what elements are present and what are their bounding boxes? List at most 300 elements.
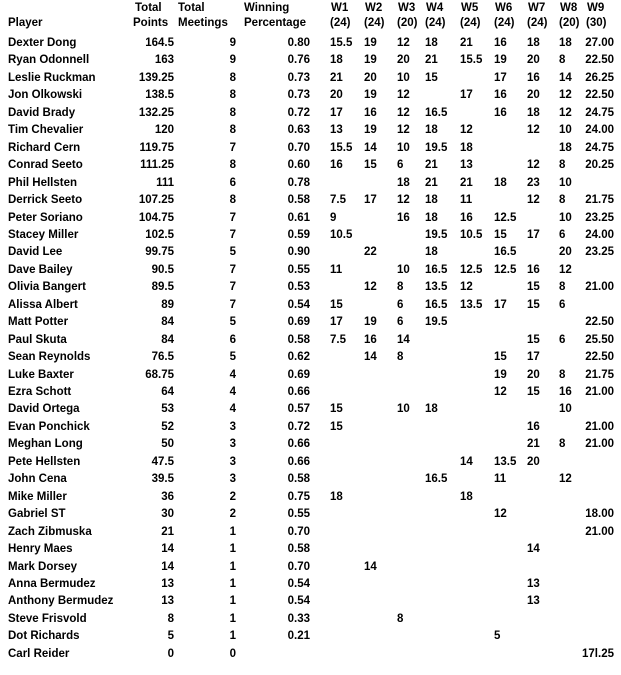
total-meetings: 7 — [229, 228, 236, 241]
week-2-score: 15 — [364, 159, 377, 172]
week-5-score: 18 — [460, 141, 473, 154]
week-1-score: 17 — [330, 106, 343, 119]
total-points: 21 — [161, 525, 174, 538]
total-meetings: 4 — [229, 403, 236, 416]
week-1-score: 21 — [330, 71, 343, 84]
header-week-6-label: W6 — [495, 2, 513, 14]
week-1-score: 15 — [330, 403, 343, 416]
player-name: Anna Bermudez — [8, 577, 96, 590]
total-meetings: 9 — [229, 37, 236, 49]
week-7-score: 13 — [527, 577, 540, 590]
week-6-score: 12 — [494, 508, 507, 521]
winning-percentage: 0.54 — [287, 298, 310, 311]
total-points: 111.25 — [140, 159, 174, 172]
table-row — [0, 436, 621, 454]
week-1-score: 7.5 — [330, 333, 346, 346]
total-meetings: 0 — [229, 647, 236, 660]
week-4-score: 16.5 — [425, 298, 448, 311]
winning-percentage: 0.58 — [287, 543, 310, 556]
week-4-score: 18 — [425, 211, 438, 224]
week-3-score: 10 — [397, 141, 410, 154]
week-7-score: 21 — [527, 438, 540, 451]
week-9-score: 24.75 — [585, 106, 614, 119]
player-name: Anthony Bermudez — [8, 595, 114, 608]
table-row — [0, 471, 621, 489]
week-7-score: 23 — [527, 176, 540, 189]
winning-percentage: 0.76 — [287, 54, 310, 67]
week-2-score: 16 — [364, 106, 377, 119]
week-3-score: 6 — [397, 316, 404, 329]
week-4-score: 16.5 — [425, 263, 448, 276]
week-8-score: 8 — [559, 54, 566, 67]
week-1-score: 16 — [330, 159, 343, 172]
week-9-score: 21.00 — [585, 420, 614, 433]
header-player: Player — [8, 17, 43, 29]
week-9-score: 18.00 — [585, 508, 614, 521]
week-6-score: 19 — [494, 368, 507, 381]
total-points: 99.75 — [145, 246, 174, 259]
player-name: David Ortega — [8, 403, 80, 416]
player-name: Henry Maes — [8, 543, 73, 556]
table-row — [0, 628, 621, 646]
total-points: 30 — [161, 508, 174, 521]
week-1-score: 18 — [330, 490, 343, 503]
table-row — [0, 87, 621, 105]
player-name: Ezra Schott — [8, 386, 72, 398]
week-7-score: 16 — [527, 263, 540, 276]
total-meetings: 7 — [229, 263, 236, 276]
winning-percentage: 0.54 — [287, 577, 310, 590]
winning-percentage: 0.53 — [287, 281, 310, 294]
header-week-9-label: W9 — [587, 2, 605, 14]
week-3-score: 8 — [397, 612, 404, 625]
week-6-score: 17 — [494, 298, 507, 311]
winning-percentage: 0.73 — [287, 71, 310, 84]
week-3-score: 12 — [397, 89, 410, 102]
winning-percentage: 0.61 — [287, 211, 310, 224]
total-points: 0 — [167, 647, 174, 660]
winning-percentage: 0.75 — [287, 490, 310, 503]
week-9-score: 23.25 — [585, 246, 614, 259]
player-name: Meghan Long — [8, 438, 83, 451]
player-name: Derrick Seeto — [8, 194, 83, 207]
week-6-score: 13.5 — [494, 455, 517, 468]
total-meetings: 8 — [229, 106, 236, 119]
total-points: 64 — [161, 386, 174, 398]
total-meetings: 2 — [229, 490, 236, 503]
total-meetings: 8 — [229, 71, 236, 84]
week-2-score: 22 — [364, 246, 377, 259]
week-9-score: 26.25 — [585, 71, 614, 84]
player-name: Zach Zibmuska — [8, 525, 92, 538]
winning-percentage: 0.33 — [287, 612, 310, 625]
player-name: Sean Reynolds — [8, 351, 91, 364]
week-6-score: 16 — [494, 89, 507, 102]
week-8-score: 14 — [559, 71, 572, 84]
week-3-score: 18 — [397, 176, 410, 189]
winning-percentage: 0.66 — [287, 386, 310, 398]
total-meetings: 1 — [229, 577, 236, 590]
week-4-score: 21 — [425, 176, 438, 189]
header-week-2-label: W2 — [365, 2, 383, 14]
header-total-meetings-line1: Total — [178, 2, 205, 14]
week-6-score: 12.5 — [494, 263, 517, 276]
header-week-1-max: (24) — [330, 17, 351, 29]
week-8-score: 12 — [559, 263, 572, 276]
week-1-score: 9 — [330, 211, 337, 224]
week-6-score: 19 — [494, 54, 507, 67]
table-row — [0, 541, 621, 559]
week-7-score: 12 — [527, 124, 540, 137]
week-9-score: 21.00 — [585, 386, 614, 398]
week-9-score: 21.00 — [585, 438, 614, 451]
total-meetings: 1 — [229, 630, 236, 643]
week-7-score: 15 — [527, 281, 540, 294]
week-8-score: 12 — [559, 106, 572, 119]
week-3-score: 8 — [397, 281, 404, 294]
week-8-score: 8 — [559, 159, 566, 172]
total-meetings: 9 — [229, 54, 236, 67]
header-winning-pct-line2: Percentage — [244, 17, 307, 29]
table-row — [0, 314, 621, 332]
week-9-score: 24.00 — [585, 124, 614, 137]
total-points: 5 — [167, 630, 174, 643]
total-points: 102.5 — [145, 228, 174, 241]
week-5-score: 17 — [460, 89, 473, 102]
week-7-score: 17 — [527, 228, 540, 241]
header-total-points-line2: Points — [133, 17, 169, 29]
week-8-score: 6 — [559, 333, 566, 346]
table-row — [0, 105, 621, 123]
week-4-score: 19.5 — [425, 316, 448, 329]
total-points: 89 — [161, 298, 174, 311]
week-9-score: 27.00 — [585, 37, 614, 49]
total-meetings: 8 — [229, 124, 236, 137]
table-row — [0, 454, 621, 472]
week-3-score: 16 — [397, 211, 410, 224]
total-meetings: 7 — [229, 281, 236, 294]
week-5-score: 10.5 — [460, 228, 483, 241]
week-7-score: 18 — [527, 106, 540, 119]
total-points: 104.75 — [138, 211, 174, 224]
player-name: Conrad Seeto — [8, 159, 83, 172]
week-8-score: 10 — [559, 124, 572, 137]
total-points: 39.5 — [151, 473, 174, 486]
header-week-8-label: W8 — [560, 2, 578, 14]
week-4-score: 21 — [425, 54, 438, 67]
total-points: 76.5 — [151, 351, 174, 364]
total-points: 14 — [161, 560, 174, 573]
week-5-score: 11 — [460, 194, 473, 207]
player-name: Matt Potter — [8, 316, 69, 329]
week-4-score: 15 — [425, 71, 438, 84]
week-1-score: 13 — [330, 124, 343, 137]
week-7-score: 16 — [527, 420, 540, 433]
week-7-score: 15 — [527, 333, 540, 346]
week-1-score: 15 — [330, 298, 343, 311]
week-4-score: 19.5 — [425, 228, 448, 241]
week-7-score: 15 — [527, 386, 540, 398]
player-name: Jon Olkowski — [8, 89, 83, 102]
table-row — [0, 244, 621, 262]
week-4-score: 18 — [425, 194, 438, 207]
week-2-score: 17 — [364, 194, 377, 207]
total-meetings: 7 — [229, 141, 236, 154]
week-6-score: 12 — [494, 386, 507, 398]
week-4-score: 18 — [425, 403, 438, 416]
total-meetings: 4 — [229, 368, 236, 381]
player-name: David Lee — [8, 246, 63, 259]
player-name: Mike Miller — [8, 490, 67, 503]
winning-percentage: 0.70 — [287, 525, 310, 538]
table-row — [0, 559, 621, 577]
week-8-score: 6 — [559, 228, 566, 241]
player-name: Alissa Albert — [8, 298, 78, 311]
total-meetings: 3 — [229, 438, 236, 451]
player-name: Olivia Bangert — [8, 281, 86, 294]
week-4-score: 18 — [425, 37, 438, 49]
player-name: Pete Hellsten — [8, 455, 81, 468]
week-8-score: 8 — [559, 368, 566, 381]
week-9-score: 24.75 — [585, 141, 614, 154]
total-points: 53 — [161, 403, 174, 416]
total-meetings: 6 — [229, 333, 236, 346]
total-points: 84 — [161, 333, 174, 346]
table-row — [0, 279, 621, 297]
week-4-score: 18 — [425, 124, 438, 137]
winning-percentage: 0.62 — [287, 351, 310, 364]
total-points: 119.75 — [139, 141, 174, 154]
winning-percentage: 0.72 — [287, 106, 310, 119]
total-meetings: 4 — [229, 386, 236, 398]
winning-percentage: 0.78 — [287, 176, 310, 189]
player-name: Ryan Odonnell — [8, 54, 90, 67]
week-3-score: 14 — [397, 333, 410, 346]
week-9-score: 22.50 — [585, 316, 614, 329]
table-row — [0, 646, 621, 664]
player-name: Phil Hellsten — [8, 176, 78, 189]
header-week-3-max: (20) — [397, 17, 418, 29]
week-9-score: 17l.25 — [582, 647, 614, 660]
week-5-score: 21 — [460, 37, 473, 49]
week-8-score: 8 — [559, 281, 566, 294]
total-points: 139.25 — [138, 71, 174, 84]
week-2-score: 14 — [364, 351, 377, 364]
week-5-score: 16 — [460, 211, 473, 224]
winning-percentage: 0.55 — [287, 508, 310, 521]
player-name: Paul Skuta — [8, 333, 67, 346]
player-name: Dot Richards — [8, 630, 80, 643]
week-7-score: 16 — [527, 71, 540, 84]
winning-percentage: 0.69 — [287, 368, 310, 381]
player-name: Dave Bailey — [8, 263, 73, 276]
week-7-score: 20 — [527, 455, 540, 468]
total-meetings: 3 — [229, 455, 236, 468]
week-6-score: 16 — [494, 106, 507, 119]
header-total-points-line1: Total — [135, 2, 162, 14]
winning-percentage: 0.58 — [287, 194, 310, 207]
week-6-score: 15 — [494, 351, 507, 364]
table-row — [0, 401, 621, 419]
total-meetings: 2 — [229, 508, 236, 521]
week-2-score: 16 — [364, 333, 377, 346]
winning-percentage: 0.69 — [287, 316, 310, 329]
table-row — [0, 419, 621, 437]
winning-percentage: 0.21 — [287, 630, 310, 643]
week-1-score: 20 — [330, 89, 343, 102]
week-1-score: 15.5 — [330, 37, 353, 49]
header-week-5-label: W5 — [461, 2, 479, 14]
week-3-score: 12 — [397, 37, 410, 49]
total-points: 50 — [161, 438, 174, 451]
week-6-score: 12.5 — [494, 211, 517, 224]
total-points: 8 — [167, 612, 174, 625]
header-week-3-label: W3 — [398, 2, 416, 14]
week-8-score: 20 — [559, 246, 572, 259]
table-row — [0, 227, 621, 245]
week-6-score: 15 — [494, 228, 507, 241]
table-row — [0, 52, 621, 70]
header-week-4-max: (24) — [425, 17, 446, 29]
total-meetings: 1 — [229, 543, 236, 556]
week-7-score: 12 — [527, 159, 540, 172]
week-6-score: 17 — [494, 71, 507, 84]
week-8-score: 6 — [559, 298, 566, 311]
week-7-score: 15 — [527, 298, 540, 311]
table-row — [0, 506, 621, 524]
week-8-score: 10 — [559, 176, 572, 189]
week-1-score: 11 — [330, 263, 343, 276]
total-meetings: 1 — [229, 525, 236, 538]
total-meetings: 6 — [229, 176, 236, 189]
table-row — [0, 593, 621, 611]
week-8-score: 10 — [559, 211, 572, 224]
week-7-score: 12 — [527, 194, 540, 207]
total-meetings: 8 — [229, 194, 236, 207]
week-4-score: 16.5 — [425, 106, 448, 119]
header-week-9-max: (30) — [586, 17, 607, 29]
winning-percentage: 0.60 — [287, 159, 310, 172]
week-1-score: 15 — [330, 420, 343, 433]
total-meetings: 1 — [229, 595, 236, 608]
week-8-score: 12 — [559, 473, 572, 486]
table-row — [0, 524, 621, 542]
player-name: John Cena — [8, 473, 67, 486]
week-6-score: 18 — [494, 176, 507, 189]
week-8-score: 10 — [559, 403, 572, 416]
player-name: David Brady — [8, 106, 76, 119]
week-8-score: 18 — [559, 141, 572, 154]
week-3-score: 12 — [397, 194, 410, 207]
total-points: 107.25 — [138, 194, 174, 207]
week-2-score: 12 — [364, 281, 377, 294]
week-8-score: 18 — [559, 37, 572, 49]
table-row — [0, 157, 621, 175]
week-2-score: 19 — [364, 89, 377, 102]
header-week-2-max: (24) — [364, 17, 385, 29]
week-3-score: 8 — [397, 351, 404, 364]
week-7-score: 20 — [527, 89, 540, 102]
week-1-score: 17 — [330, 316, 343, 329]
header-week-8-max: (20) — [559, 17, 580, 29]
total-meetings: 5 — [229, 316, 236, 329]
week-7-score: 20 — [527, 368, 540, 381]
week-9-score: 20.25 — [585, 159, 614, 172]
player-name: Carl Reider — [8, 647, 70, 660]
week-1-score: 18 — [330, 54, 343, 67]
header-total-meetings-line2: Meetings — [178, 17, 228, 29]
total-points: 68.75 — [145, 368, 174, 381]
winning-percentage: 0.80 — [287, 37, 310, 49]
total-meetings: 5 — [229, 246, 236, 259]
table-row — [0, 297, 621, 315]
total-points: 163 — [154, 54, 174, 67]
table-row — [0, 122, 621, 140]
week-2-score: 19 — [364, 54, 377, 67]
total-meetings: 5 — [229, 351, 236, 364]
week-3-score: 12 — [397, 124, 410, 137]
total-points: 164.5 — [145, 37, 174, 49]
total-points: 84 — [161, 316, 174, 329]
header-week-7-max: (24) — [527, 17, 548, 29]
week-3-score: 6 — [397, 298, 404, 311]
table-row — [0, 384, 621, 402]
week-8-score: 8 — [559, 194, 566, 207]
total-meetings: 3 — [229, 420, 236, 433]
total-meetings: 3 — [229, 473, 236, 486]
week-2-score: 14 — [364, 141, 377, 154]
player-name: Richard Cern — [8, 141, 81, 154]
player-name: Evan Ponchick — [8, 420, 90, 433]
week-5-score: 12 — [460, 281, 473, 294]
winning-percentage: 0.73 — [287, 89, 310, 102]
header-week-5-max: (24) — [460, 17, 481, 29]
header-week-1-label: W1 — [331, 2, 349, 14]
week-8-score: 16 — [559, 386, 572, 398]
player-name: Leslie Ruckman — [8, 71, 96, 84]
week-4-score: 19.5 — [425, 141, 448, 154]
week-5-score: 13 — [460, 159, 473, 172]
total-points: 13 — [161, 577, 174, 590]
player-name: Tim Chevalier — [8, 124, 84, 137]
week-4-score: 13.5 — [425, 281, 448, 294]
table-row — [0, 140, 621, 158]
winning-percentage: 0.63 — [287, 124, 310, 137]
winning-percentage: 0.70 — [287, 141, 310, 154]
total-points: 36 — [161, 490, 174, 503]
week-9-score: 22.50 — [585, 89, 614, 102]
week-8-score: 8 — [559, 438, 566, 451]
player-name: Stacey Miller — [8, 228, 79, 241]
header-week-7-label: W7 — [528, 2, 546, 14]
week-6-score: 16.5 — [494, 246, 517, 259]
week-9-score: 21.75 — [585, 194, 614, 207]
week-5-score: 15.5 — [460, 54, 483, 67]
total-points: 132.25 — [138, 106, 174, 119]
total-meetings: 1 — [229, 612, 236, 625]
week-7-score: 17 — [527, 351, 540, 364]
week-7-score: 14 — [527, 543, 540, 556]
week-5-score: 13.5 — [460, 298, 483, 311]
winning-percentage: 0.66 — [287, 455, 310, 468]
total-points: 47.5 — [151, 455, 174, 468]
week-4-score: 18 — [425, 246, 438, 259]
total-meetings: 7 — [229, 298, 236, 311]
table-row — [0, 210, 621, 228]
week-5-score: 12.5 — [460, 263, 483, 276]
total-points: 89.5 — [151, 281, 174, 294]
winning-percentage: 0.57 — [287, 403, 310, 416]
